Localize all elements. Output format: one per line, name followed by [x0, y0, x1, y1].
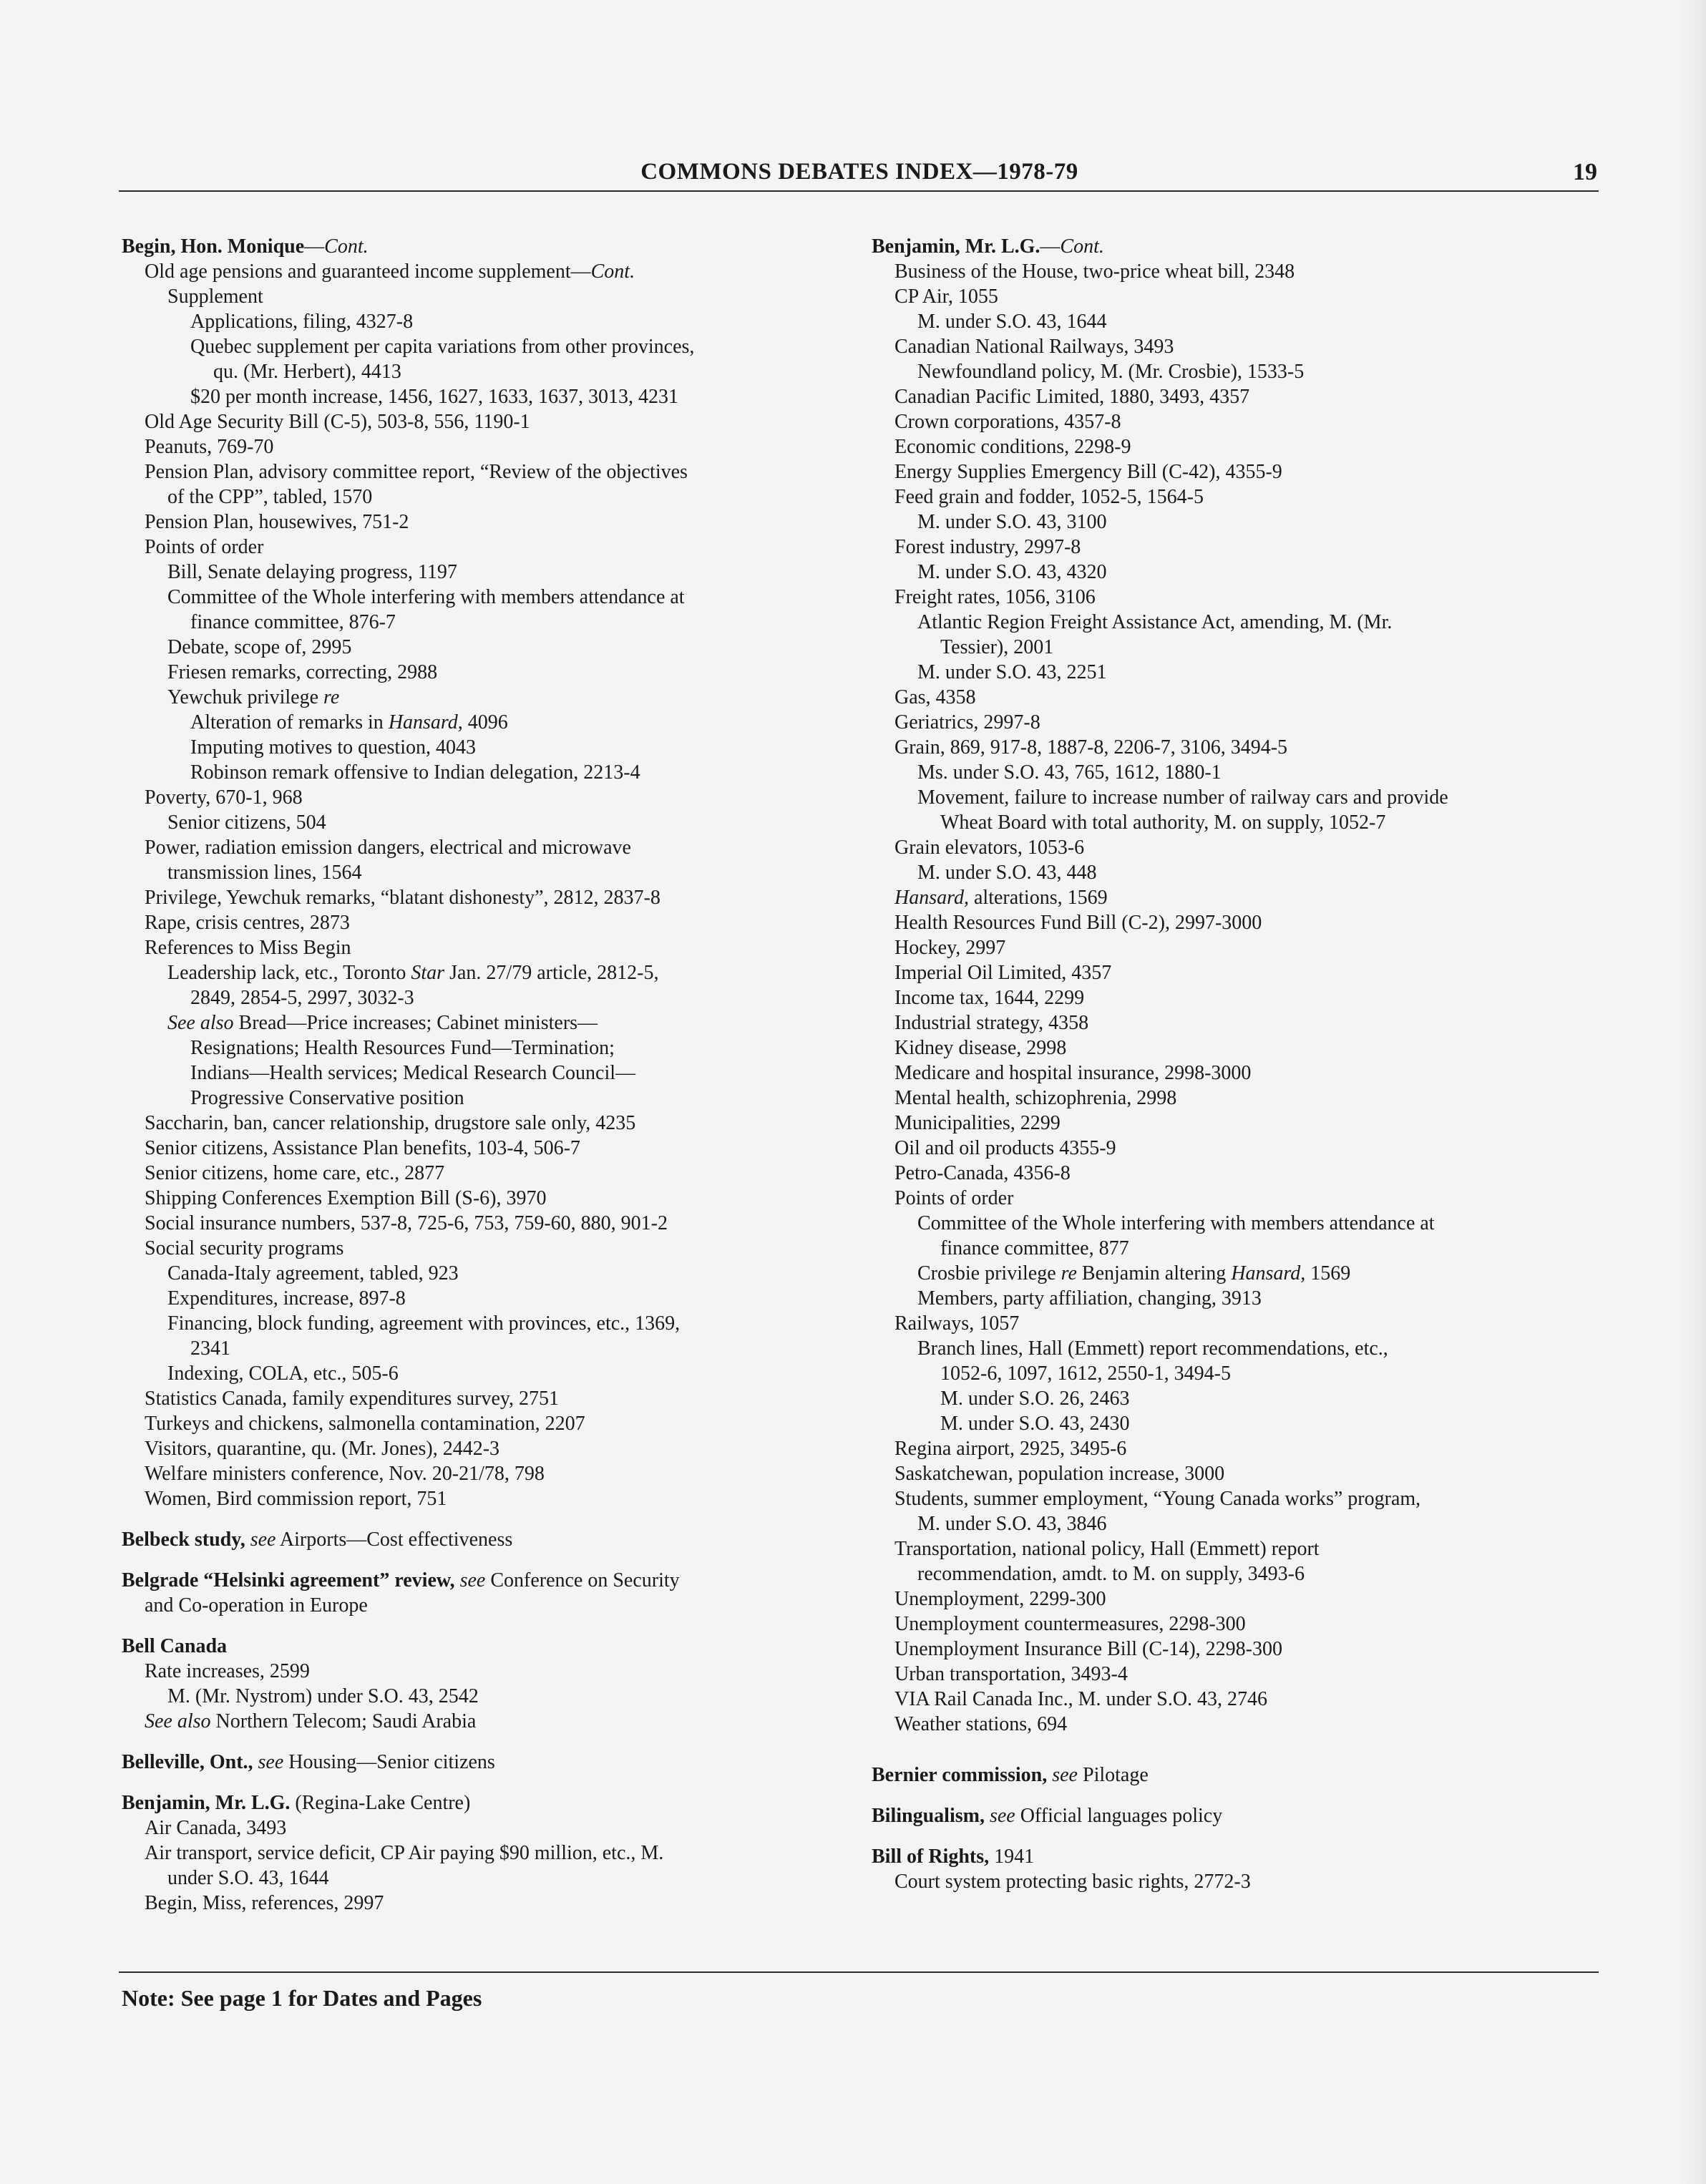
- footer-rule: [119, 1971, 1599, 1973]
- index-subentry: Points of order: [145, 536, 264, 558]
- index-subentry: Progressive Conservative position: [190, 1087, 464, 1109]
- index-subentry: Income tax, 1644, 2299: [895, 987, 1085, 1009]
- index-subentry: Saskatchewan, population increase, 3000: [895, 1463, 1225, 1485]
- index-subentry: Economic conditions, 2298-9: [895, 436, 1131, 458]
- index-subentry: Unemployment, 2299-300: [895, 1588, 1106, 1610]
- index-subentry: Transportation, national policy, Hall (Emmett) report: [895, 1538, 1320, 1560]
- index-subentry: Energy Supplies Emergency Bill (C-42), 4355-9: [895, 461, 1282, 483]
- index-subentry: Petro-Canada, 4356-8: [895, 1162, 1071, 1184]
- page-number: 19: [1573, 159, 1597, 185]
- index-subentry: Old age pensions and guaranteed income supplement—Cont.: [145, 260, 635, 283]
- index-subentry: and Co-operation in Europe: [145, 1594, 368, 1617]
- index-subentry: Applications, filing, 4327-8: [190, 311, 414, 333]
- index-subentry: M. (Mr. Nystrom) under S.O. 43, 2542: [167, 1685, 479, 1707]
- index-subentry: Points of order: [895, 1187, 1014, 1209]
- index-subentry: Rape, crisis centres, 2873: [145, 912, 350, 934]
- index-heading: Bill of Rights, 1941: [872, 1846, 1035, 1868]
- index-subentry: Newfoundland policy, M. (Mr. Crosbie), 1533-5: [917, 361, 1305, 383]
- index-subentry: of the CPP”, tabled, 1570: [167, 486, 373, 508]
- index-column-left: [122, 234, 852, 1916]
- index-subentry: qu. (Mr. Herbert), 4413: [213, 361, 401, 383]
- index-subentry: Power, radiation emission dangers, electrical and microwave: [145, 837, 631, 859]
- index-subentry: Regina airport, 2925, 3495-6: [895, 1438, 1127, 1460]
- index-subentry: Unemployment Insurance Bill (C-14), 2298-300: [895, 1638, 1283, 1660]
- index-subentry: Industrial strategy, 4358: [895, 1012, 1089, 1034]
- index-subentry: Quebec supplement per capita variations from other provinces,: [190, 336, 695, 358]
- index-subentry: M. under S.O. 43, 2251: [917, 661, 1107, 683]
- index-subentry: Air Canada, 3493: [145, 1817, 287, 1839]
- index-subentry: Medicare and hospital insurance, 2998-3000: [895, 1062, 1252, 1084]
- index-subentry: transmission lines, 1564: [167, 862, 362, 884]
- index-subentry: M. under S.O. 43, 4320: [917, 561, 1107, 583]
- index-subentry: Canadian National Railways, 3493: [895, 336, 1174, 358]
- index-heading: Benjamin, Mr. L.G.—Cont.: [872, 235, 1104, 258]
- index-heading: Begin, Hon. Monique—Cont.: [122, 235, 369, 258]
- index-subentry: Imperial Oil Limited, 4357: [895, 962, 1112, 984]
- index-subentry: M. under S.O. 26, 2463: [940, 1388, 1130, 1410]
- index-subentry: Branch lines, Hall (Emmett) report recommendations, etc.,: [917, 1337, 1388, 1360]
- index-subentry: Bill, Senate delaying progress, 1197: [167, 561, 457, 583]
- index-heading: Bernier commission, see Pilotage: [872, 1764, 1149, 1786]
- index-subentry: Forest industry, 2997-8: [895, 536, 1081, 558]
- index-subentry: finance committee, 876-7: [190, 611, 396, 633]
- index-subentry: Pension Plan, housewives, 751-2: [145, 511, 409, 533]
- page-title: COMMONS DEBATES INDEX—1978-79: [640, 159, 1078, 185]
- index-subentry: Senior citizens, 504: [167, 811, 326, 834]
- index-subentry: Weather stations, 694: [895, 1713, 1068, 1735]
- index-heading: Bilingualism, see Official languages policy: [872, 1805, 1223, 1827]
- index-subentry: Shipping Conferences Exemption Bill (S-6), 3970: [145, 1187, 547, 1209]
- index-subentry: Municipalities, 2299: [895, 1112, 1061, 1134]
- index-subentry: Begin, Miss, references, 2997: [145, 1892, 384, 1914]
- index-subentry: References to Miss Begin: [145, 937, 351, 959]
- index-subentry: Turkeys and chickens, salmonella contamination, 2207: [145, 1413, 585, 1435]
- index-subentry: Atlantic Region Freight Assistance Act, amending, M. (Mr.: [917, 611, 1393, 633]
- index-subentry: Health Resources Fund Bill (C-2), 2997-3000: [895, 912, 1262, 934]
- index-subentry: 2341: [190, 1337, 230, 1360]
- index-subentry: Hockey, 2997: [895, 937, 1006, 959]
- index-subentry: Senior citizens, Assistance Plan benefits, 103-4, 506-7: [145, 1137, 580, 1159]
- index-subentry: finance committee, 877: [940, 1237, 1129, 1259]
- index-subentry: Canadian Pacific Limited, 1880, 3493, 4357: [895, 386, 1250, 408]
- footer-note: Note: See page 1 for Dates and Pages: [122, 1985, 482, 2011]
- index-subentry: Oil and oil products 4355-9: [895, 1137, 1116, 1159]
- index-subentry: Mental health, schizophrenia, 2998: [895, 1087, 1177, 1109]
- index-subentry: M. under S.O. 43, 2430: [940, 1413, 1130, 1435]
- index-subentry: Gas, 4358: [895, 686, 976, 708]
- index-subentry: Indians—Health services; Medical Research Council—: [190, 1062, 636, 1084]
- index-subentry: VIA Rail Canada Inc., M. under S.O. 43, 2746: [895, 1688, 1268, 1710]
- index-subentry: Yewchuk privilege re: [167, 686, 340, 708]
- index-subentry: Peanuts, 769-70: [145, 436, 274, 458]
- page-header: [122, 159, 1597, 190]
- index-subentry: Railways, 1057: [895, 1312, 1020, 1335]
- index-subentry: CP Air, 1055: [895, 286, 998, 308]
- index-subentry: Ms. under S.O. 43, 765, 1612, 1880-1: [917, 761, 1222, 784]
- index-heading: Belgrade “Helsinki agreement” review, see Conference on Security: [122, 1569, 680, 1591]
- index-subentry: Alteration of remarks in Hansard, 4096: [190, 711, 508, 733]
- index-subentry: Expenditures, increase, 897-8: [167, 1287, 406, 1310]
- index-subentry: Business of the House, two-price wheat bill, 2348: [895, 260, 1295, 283]
- index-subentry: Privilege, Yewchuk remarks, “blatant dishonesty”, 2812, 2837-8: [145, 887, 661, 909]
- index-subentry: Rate increases, 2599: [145, 1660, 310, 1682]
- index-subentry: Indexing, COLA, etc., 505-6: [167, 1362, 399, 1385]
- scan-edge-shadow: [1677, 0, 1706, 2184]
- index-subentry: Committee of the Whole interfering with members attendance at: [167, 586, 685, 608]
- index-subentry: $20 per month increase, 1456, 1627, 1633, 1637, 3013, 4231: [190, 386, 679, 408]
- index-subentry: Grain, 869, 917-8, 1887-8, 2206-7, 3106, 3494-5: [895, 736, 1288, 759]
- index-subentry: Kidney disease, 2998: [895, 1037, 1067, 1059]
- index-subentry: Welfare ministers conference, Nov. 20-21/78, 798: [145, 1463, 545, 1485]
- index-subentry: Old Age Security Bill (C-5), 503-8, 556, 1190-1: [145, 411, 530, 433]
- index-subentry: Air transport, service deficit, CP Air paying $90 million, etc., M.: [145, 1842, 664, 1864]
- index-subentry: Wheat Board with total authority, M. on supply, 1052-7: [940, 811, 1386, 834]
- index-subentry: Crown corporations, 4357-8: [895, 411, 1121, 433]
- index-subentry: Leadership lack, etc., Toronto Star Jan. 27/79 article, 2812-5,: [167, 962, 659, 984]
- index-heading: Benjamin, Mr. L.G. (Regina-Lake Centre): [122, 1792, 471, 1814]
- index-subentry: 2849, 2854-5, 2997, 3032-3: [190, 987, 414, 1009]
- index-subentry: Social security programs: [145, 1237, 344, 1259]
- index-subentry: Saccharin, ban, cancer relationship, drugstore sale only, 4235: [145, 1112, 636, 1134]
- index-heading: Belbeck study, see Airports—Cost effectiveness: [122, 1529, 513, 1551]
- index-subentry: Supplement: [167, 286, 263, 308]
- index-subentry: Freight rates, 1056, 3106: [895, 586, 1096, 608]
- index-subentry: M. under S.O. 43, 448: [917, 862, 1097, 884]
- index-column-right: [872, 234, 1602, 1894]
- index-subentry: Committee of the Whole interfering with members attendance at: [917, 1212, 1435, 1234]
- index-subentry: M. under S.O. 43, 3100: [917, 511, 1107, 533]
- index-subentry: Social insurance numbers, 537-8, 725-6, 753, 759-60, 880, 901-2: [145, 1212, 668, 1234]
- index-subentry: Senior citizens, home care, etc., 2877: [145, 1162, 445, 1184]
- index-subentry: recommendation, amdt. to M. on supply, 3493-6: [917, 1563, 1305, 1585]
- index-subentry: Tessier), 2001: [940, 636, 1054, 658]
- index-subentry: Students, summer employment, “Young Canada works” program,: [895, 1488, 1421, 1510]
- index-subentry: Pension Plan, advisory committee report, “Review of the objectives: [145, 461, 688, 483]
- index-subentry: Debate, scope of, 2995: [167, 636, 352, 658]
- index-subentry: Financing, block funding, agreement with provinces, etc., 1369,: [167, 1312, 681, 1335]
- index-subentry: Urban transportation, 3493-4: [895, 1663, 1128, 1685]
- header-rule: [119, 190, 1599, 192]
- index-subentry: Friesen remarks, correcting, 2988: [167, 661, 438, 683]
- index-subentry: Hansard, alterations, 1569: [895, 887, 1108, 909]
- index-subentry: Poverty, 670-1, 968: [145, 786, 303, 809]
- index-subentry: Feed grain and fodder, 1052-5, 1564-5: [895, 486, 1204, 508]
- index-subentry: Court system protecting basic rights, 2772-3: [895, 1871, 1251, 1893]
- index-subentry: under S.O. 43, 1644: [167, 1867, 329, 1889]
- index-subentry: Imputing motives to question, 4043: [190, 736, 476, 759]
- index-subentry: M. under S.O. 43, 1644: [917, 311, 1107, 333]
- index-subentry: Canada-Italy agreement, tabled, 923: [167, 1262, 459, 1284]
- index-subentry: Geriatrics, 2997-8: [895, 711, 1040, 733]
- index-subentry: Visitors, quarantine, qu. (Mr. Jones), 2442-3: [145, 1438, 500, 1460]
- index-heading: Bell Canada: [122, 1635, 228, 1657]
- index-subentry: Unemployment countermeasures, 2298-300: [895, 1613, 1246, 1635]
- index-heading: Belleville, Ont., see Housing—Senior citizens: [122, 1751, 495, 1773]
- index-subentry: Robinson remark offensive to Indian delegation, 2213-4: [190, 761, 640, 784]
- index-subentry: See also Northern Telecom; Saudi Arabia: [145, 1710, 477, 1732]
- index-subentry: Statistics Canada, family expenditures survey, 2751: [145, 1388, 560, 1410]
- index-subentry: Women, Bird commission report, 751: [145, 1488, 447, 1510]
- index-subentry: Grain elevators, 1053-6: [895, 837, 1085, 859]
- index-subentry: Movement, failure to increase number of railway cars and provide: [917, 786, 1448, 809]
- index-subentry: M. under S.O. 43, 3846: [917, 1513, 1107, 1535]
- index-subentry: Members, party affiliation, changing, 3913: [917, 1287, 1262, 1310]
- index-subentry: Resignations; Health Resources Fund—Termination;: [190, 1037, 615, 1059]
- index-subentry: Crosbie privilege re Benjamin altering Hansard, 1569: [917, 1262, 1351, 1284]
- index-subentry: 1052-6, 1097, 1612, 2550-1, 3494-5: [940, 1362, 1231, 1385]
- index-subentry: See also Bread—Price increases; Cabinet ministers—: [167, 1012, 598, 1034]
